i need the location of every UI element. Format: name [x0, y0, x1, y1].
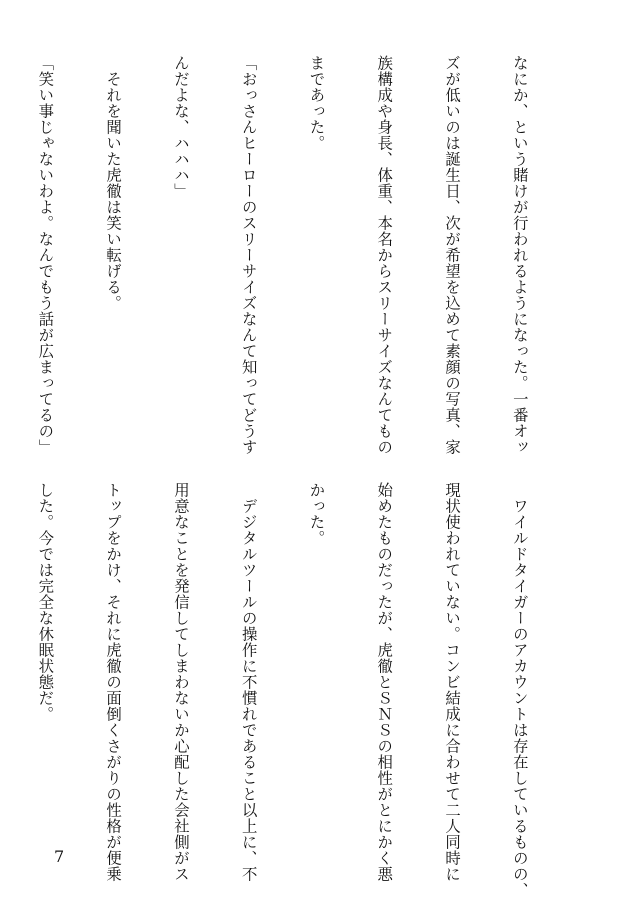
text-line: それを聞いた虎徹は笑い転げる。	[104, 55, 123, 311]
text-line: した。今では完全な休眠状態だ。	[36, 482, 55, 722]
text-line: 族構成や身長、体重、本名からスリーサイズなんてもの	[375, 55, 394, 455]
text-line: 「おっさんヒーローのスリーサイズなんて知ってどうす	[239, 55, 258, 455]
text-line: まであった。	[307, 55, 326, 151]
text-line: なにか、という賭けが行われるようになった。一番オッ	[510, 55, 529, 455]
page-number: 7	[54, 847, 65, 866]
text-line: んだよな、ハハハ」	[171, 55, 190, 199]
text-line: トップをかけ、それに虎徹の面倒くさがりの性格が便乗	[104, 482, 123, 882]
text-line: 用意なことを発信してしまわないか心配した会社側がス	[171, 482, 190, 882]
text-line: ワイルドタイガーのアカウントは存在しているものの、	[510, 482, 529, 898]
text-line: 現状使われていない。コンビ結成に合わせて二人同時に	[443, 482, 462, 882]
text-line: 始めたものだったが、虎徹とＳＮＳの相性がとにかく悪	[375, 482, 394, 882]
text-line: デジタルツールの操作に不慣れであること以上に、不	[239, 482, 258, 882]
lower-text-column	[36, 482, 576, 898]
text-line: 「笑い事じゃないわよ。なんでもう話が広まってるの」	[36, 55, 55, 455]
text-line: ズが低いのは誕生日、次が希望を込めて素顔の写真、家	[443, 55, 462, 455]
upper-text-column	[36, 55, 576, 455]
text-line: かった。	[307, 482, 326, 546]
